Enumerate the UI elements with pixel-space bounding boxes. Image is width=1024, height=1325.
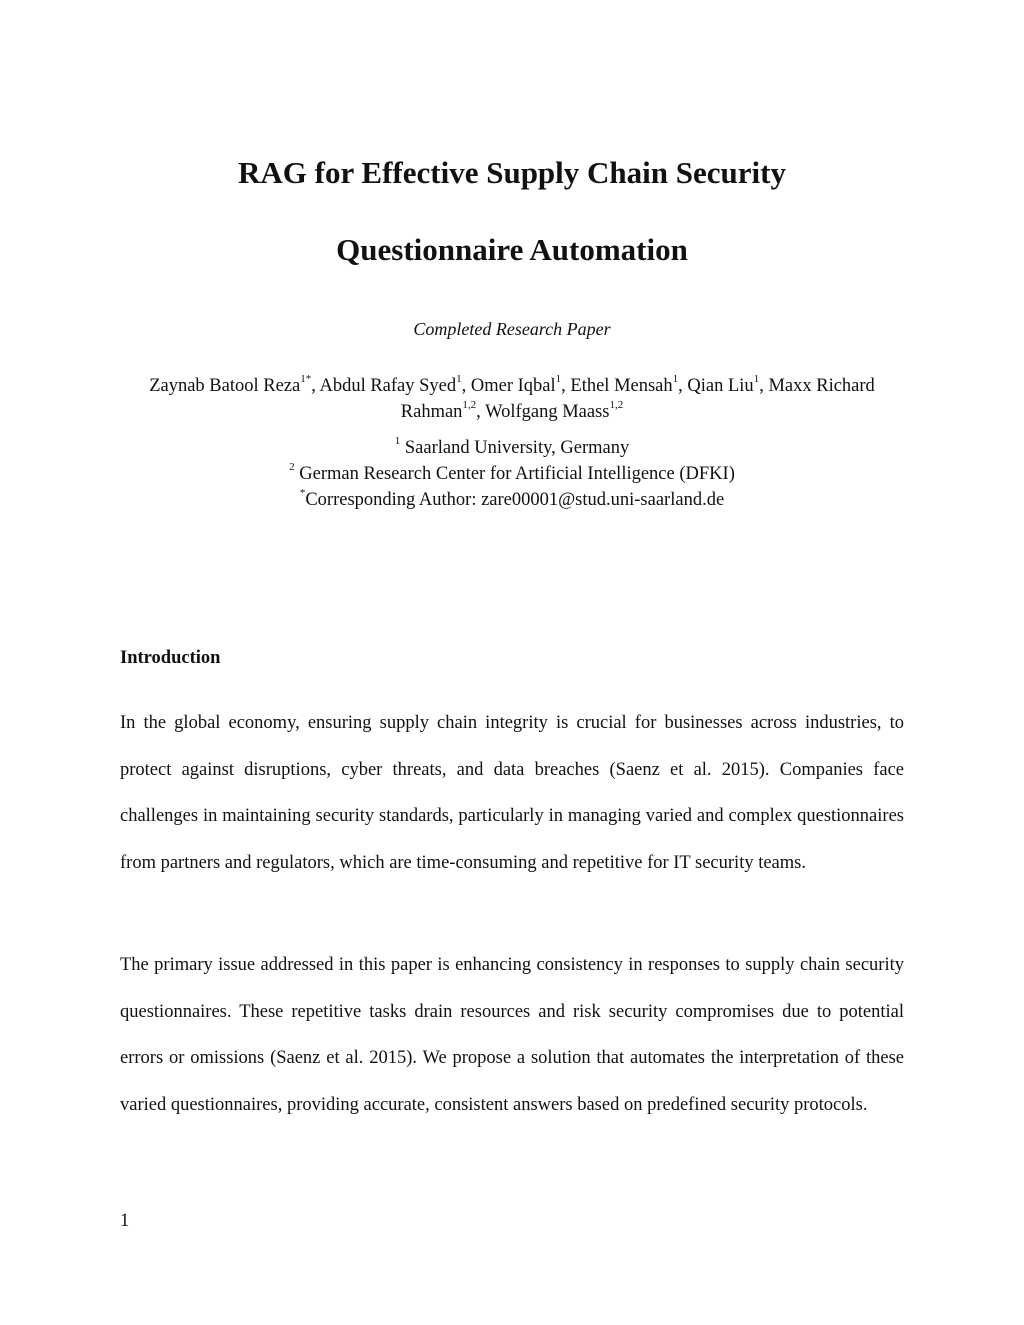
paper-title-line-2: Questionnaire Automation [336, 232, 688, 267]
author-list [140, 373, 884, 425]
author-affil-mark: 1 [753, 372, 760, 385]
author [485, 398, 624, 422]
affiliation-text: Saarland University, Germany [404, 438, 630, 458]
author-affil-mark: 1,2 [609, 398, 624, 411]
author-name: Zaynab Batool Reza [149, 376, 301, 396]
author-affil-mark: 1 [456, 372, 462, 385]
author-separator: , [461, 376, 471, 396]
affiliation-text: Corresponding Author: zare00001@stud.uni-saarland.de [305, 490, 725, 510]
author-separator: , [678, 376, 688, 396]
author-separator: , [759, 376, 769, 396]
affiliation-text: German Research Center for Artificial Intelligence (DFKI) [299, 464, 735, 484]
paper-type-subtitle: Completed Research Paper [413, 319, 611, 339]
author-name: Omer Iqbal [470, 376, 556, 396]
author-name: Ethel Mensah [570, 376, 673, 396]
author [687, 372, 769, 396]
affiliation-mark: 1 [394, 434, 401, 447]
author-name: Maxx Richard Rahman [400, 376, 875, 422]
author-affil-mark: 1 [672, 372, 679, 385]
author-name: Qian Liu [687, 376, 754, 396]
author-affil-mark: 1,2 [462, 398, 477, 411]
affiliation [0, 434, 1024, 459]
body-paragraph: In the global economy, ensuring supply chain integrity is crucial for businesses across industries, to protect against disruptions, cyber threats, and data breaches (Saenz et al. 2015). Companies face challenges in maintaining security standards, particularly in managing varied and complex questionnaires from partners and regulators, which are time-consuming and repetitive for IT security teams. [120, 713, 904, 873]
author-separator: , [476, 402, 486, 422]
author-affil-mark: 1* [300, 372, 312, 385]
corresponding-author [0, 486, 1024, 511]
affiliation-mark: * [299, 486, 306, 499]
author-name: Wolfgang Maass [485, 402, 610, 422]
author-separator: , [561, 376, 571, 396]
body-paragraph: The primary issue addressed in this paper is enhancing consistency in responses to supply chain security questionnaires. These repetitive tasks drain resources and risk security compromises due to potential errors or omissions (Saenz et al. 2015). We propose a solution that automates the interpretation of these varied questionnaires, providing accurate, consistent answers based on predefined security protocols. [120, 955, 904, 1115]
author-affil-mark: 1 [555, 372, 562, 385]
page-number: 1 [120, 1211, 130, 1231]
section-heading: Introduction [120, 648, 221, 668]
affiliation [0, 460, 1024, 485]
author [570, 372, 688, 396]
author [319, 372, 471, 396]
author-separator: , [311, 376, 320, 396]
author [149, 372, 320, 396]
affiliation-mark: 2 [289, 460, 295, 473]
paper-title-line-1: RAG for Effective Supply Chain Security [238, 155, 786, 190]
author-name: Abdul Rafay Syed [319, 376, 457, 396]
author [470, 372, 571, 396]
